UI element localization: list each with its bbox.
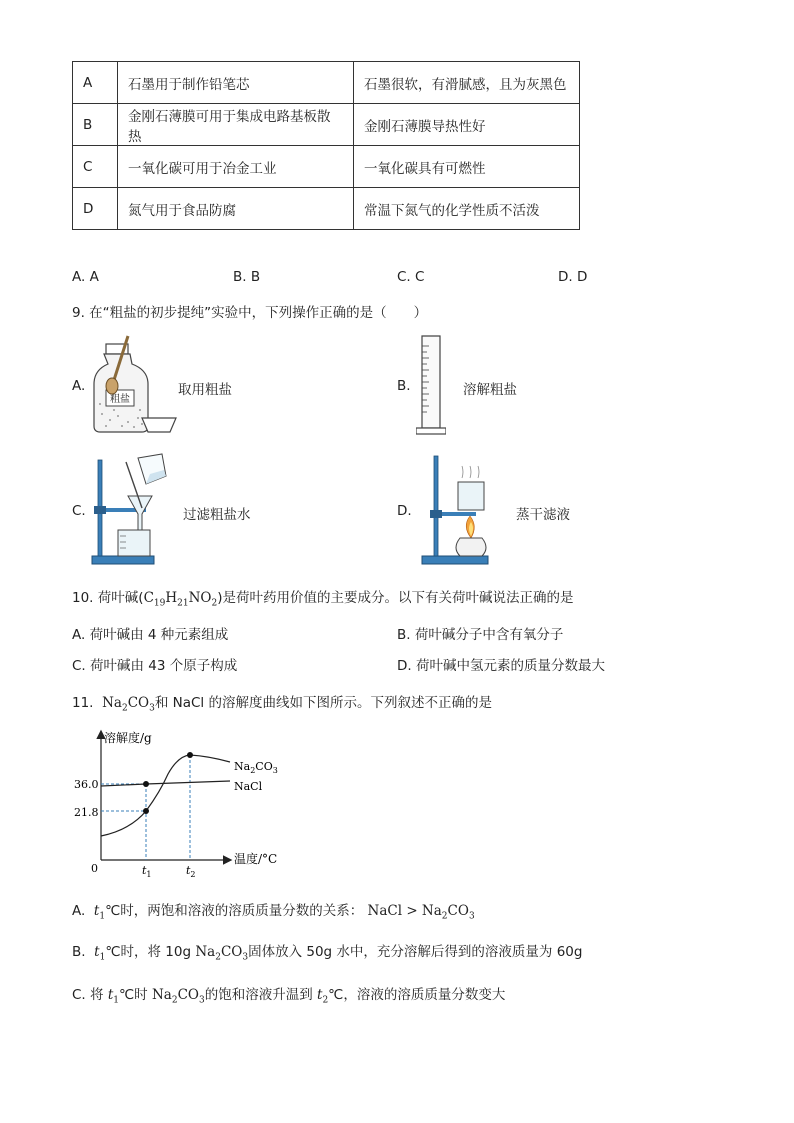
q8-choice-d[interactable]: D. D [558, 269, 588, 285]
row-reason: 金刚石薄膜导热性好 [354, 104, 580, 146]
q11-stem-rest: 和 NaCl 的溶解度曲线如下图所示。下列叙述不正确的是 [154, 695, 492, 711]
q9-option-b-letter[interactable]: B. [397, 378, 411, 394]
bottle-label: 粗盐 [110, 394, 130, 405]
graduated-cylinder-figure [416, 332, 446, 440]
q10-formula: $C_{19}H_{21}NO_2$ [143, 590, 218, 609]
q8-choice-a[interactable]: A. A [72, 269, 99, 285]
q9-option-a-letter[interactable]: A. [72, 378, 86, 394]
q11-option-c[interactable]: C. 将 $t_1℃$时 $Na_2CO_3$的饱和溶液升温到 $t_2℃$，溶液的溶质质量分数变大 [72, 987, 506, 1006]
q11-option-a[interactable]: A. $t_1℃$时，两饱和溶液的溶质质量分数的关系： NaCl > $Na_2CO_3$ [72, 903, 475, 922]
q10-name: 荷叶碱( [97, 590, 144, 606]
row-use: 金刚石薄膜可用于集成电路基板散热 [118, 104, 354, 146]
row-letter: A [73, 62, 118, 104]
table-row [73, 62, 580, 104]
filtration-setup-figure [90, 452, 180, 568]
row-reason: 石墨很软，有滑腻感，且为灰黑色 [354, 62, 580, 104]
q8-choice-b[interactable]: B. B [233, 269, 261, 285]
q9-option-c-letter[interactable]: C. [72, 503, 86, 519]
q11-formula: $Na_2CO_3$ [102, 695, 155, 714]
x-tick-t2: $t_2$ [186, 864, 196, 879]
solubility-chart [68, 722, 298, 882]
q9-option-d-letter[interactable]: D. [397, 503, 412, 519]
q11-option-b[interactable]: B. $t_1℃$时，将 10g $Na_2CO_3$固体放入 50g 水中，充分溶解后得到的溶液质量为 60g [72, 944, 583, 963]
point-t1-21-8 [143, 808, 149, 814]
evaporation-setup-figure [420, 452, 496, 568]
q9-stem: 9. 在“粗盐的初步提纯”实验中，下列操作正确的是（ ） [72, 305, 428, 321]
point-t1-36 [143, 781, 149, 787]
y-tick-21-8: 21.8 [74, 806, 99, 819]
q10-option-b[interactable]: B. 荷叶碱分子中含有氧分子 [397, 627, 564, 643]
series-label-na2co3: $Na_2CO_3$ [234, 760, 278, 775]
row-reason: 一氧化碳具有可燃性 [354, 146, 580, 188]
q11-number: 11. [72, 695, 94, 711]
point-t2-peak [187, 752, 193, 758]
na2co3-curve [101, 755, 230, 836]
row-reason: 常温下氮气的化学性质不活泼 [354, 188, 580, 230]
q8-choice-c[interactable]: C. C [397, 269, 425, 285]
series-label-nacl: NaCl [234, 780, 263, 793]
row-use: 一氧化碳可用于冶金工业 [118, 146, 354, 188]
q9-option-c-caption: 过滤粗盐水 [183, 507, 251, 523]
table-row [73, 188, 580, 230]
q10-stem [72, 586, 574, 609]
nacl-curve [101, 781, 230, 786]
origin-label: 0 [91, 862, 98, 875]
y-tick-36: 36.0 [74, 778, 99, 791]
row-letter: C [73, 146, 118, 188]
table-row [73, 146, 580, 188]
x-axis-label: 温度/°C [234, 852, 278, 866]
q10-option-a[interactable]: A. 荷叶碱由 4 种元素组成 [72, 627, 229, 643]
table-row [73, 104, 580, 146]
q9-option-a-caption: 取用粗盐 [178, 382, 232, 398]
row-use: 石墨用于制作铅笔芯 [118, 62, 354, 104]
row-letter: D [73, 188, 118, 230]
row-use: 氮气用于食品防腐 [118, 188, 354, 230]
q11-stem [72, 691, 492, 714]
y-axis-label: 溶解度/g [104, 731, 152, 745]
q10-number: 10. [72, 590, 94, 606]
salt-bottle-spoon-figure [88, 334, 178, 438]
q9-option-b-caption: 溶解粗盐 [463, 382, 517, 398]
q9-option-d-caption: 蒸干滤液 [516, 507, 570, 523]
q10-option-d[interactable]: D. 荷叶碱中氢元素的质量分数最大 [397, 658, 605, 674]
x-tick-t1: $t_1$ [142, 864, 152, 879]
row-letter: B [73, 104, 118, 146]
options-table [72, 61, 580, 230]
q10-option-c[interactable]: C. 荷叶碱由 43 个原子构成 [72, 658, 238, 674]
q10-stem-rest: )是荷叶药用价值的主要成分。以下有关荷叶碱说法正确的是 [217, 590, 574, 606]
